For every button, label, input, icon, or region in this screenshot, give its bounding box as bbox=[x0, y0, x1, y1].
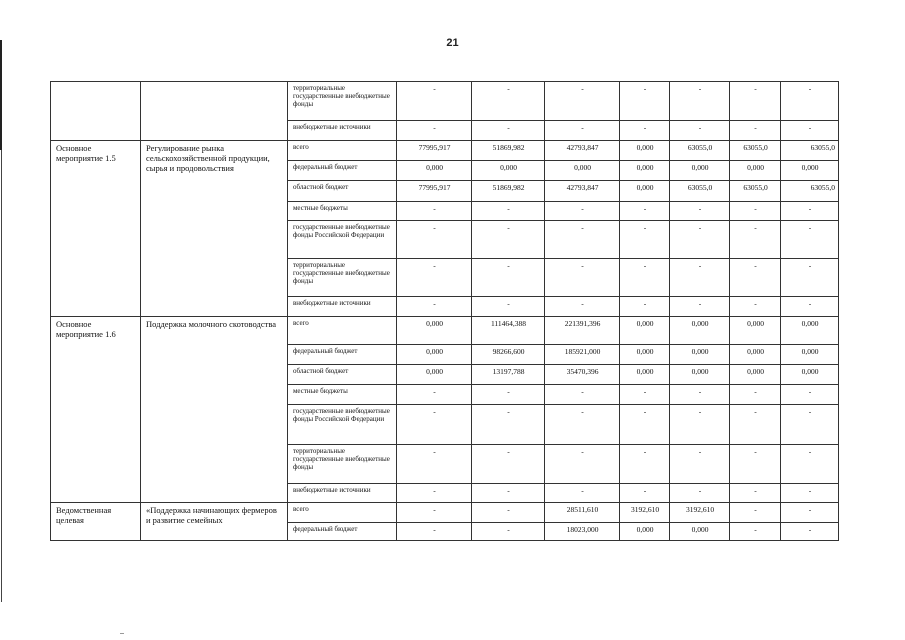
value-cell: - bbox=[781, 297, 839, 317]
value-cell: - bbox=[670, 385, 730, 405]
value-cell: - bbox=[397, 523, 472, 541]
value-cell: 0,000 bbox=[620, 345, 670, 365]
value-cell: - bbox=[730, 121, 781, 141]
value-cell: - bbox=[781, 221, 839, 259]
value-cell: - bbox=[397, 82, 472, 121]
value-cell: - bbox=[781, 202, 839, 221]
value-cell: - bbox=[397, 445, 472, 484]
value-cell: - bbox=[670, 202, 730, 221]
value-cell: - bbox=[545, 484, 620, 503]
value-cell: 0,000 bbox=[397, 345, 472, 365]
funding-source-cell: всего bbox=[288, 141, 397, 161]
measure-cell: Основное мероприятие 1.6 bbox=[51, 317, 141, 503]
value-cell: 3192,610 bbox=[620, 503, 670, 523]
left-margin-binding-mark bbox=[0, 40, 2, 150]
value-cell: 0,000 bbox=[730, 317, 781, 345]
value-cell: - bbox=[730, 221, 781, 259]
funding-source-cell: внебюджетные источники bbox=[288, 121, 397, 141]
value-cell: 0,000 bbox=[545, 161, 620, 181]
scan-artifact bbox=[120, 633, 124, 634]
funding-source-cell: территориальные государственные внебюджетные фонды bbox=[288, 445, 397, 484]
value-cell: - bbox=[781, 503, 839, 523]
value-cell: 51869,982 bbox=[472, 181, 545, 202]
value-cell: - bbox=[472, 202, 545, 221]
value-cell: - bbox=[670, 121, 730, 141]
funding-source-cell: государственные внебюджетные фонды Российской Федерации bbox=[288, 405, 397, 445]
funding-source-cell: областной бюджет bbox=[288, 365, 397, 385]
value-cell: 0,000 bbox=[620, 181, 670, 202]
funding-source-cell: внебюджетные источники bbox=[288, 297, 397, 317]
value-cell: 98266,600 bbox=[472, 345, 545, 365]
value-cell: 63055,0 bbox=[670, 181, 730, 202]
value-cell: - bbox=[670, 82, 730, 121]
value-cell: - bbox=[781, 259, 839, 297]
value-cell: - bbox=[472, 82, 545, 121]
value-cell: - bbox=[620, 121, 670, 141]
value-cell: - bbox=[730, 445, 781, 484]
value-cell: 0,000 bbox=[397, 317, 472, 345]
value-cell: 63055,0 bbox=[781, 181, 839, 202]
description-cell bbox=[141, 82, 288, 141]
value-cell: - bbox=[397, 221, 472, 259]
measure-cell: Ведомственная целевая bbox=[51, 503, 141, 541]
value-cell: - bbox=[730, 405, 781, 445]
funding-source-cell: государственные внебюджетные фонды Российской Федерации bbox=[288, 221, 397, 259]
value-cell: - bbox=[730, 385, 781, 405]
value-cell: - bbox=[397, 297, 472, 317]
value-cell: 0,000 bbox=[730, 365, 781, 385]
value-cell: 0,000 bbox=[781, 317, 839, 345]
funding-table bbox=[50, 81, 839, 541]
value-cell: 0,000 bbox=[620, 317, 670, 345]
value-cell: - bbox=[620, 259, 670, 297]
value-cell: 0,000 bbox=[781, 345, 839, 365]
value-cell: - bbox=[781, 385, 839, 405]
value-cell: 0,000 bbox=[620, 523, 670, 541]
value-cell: - bbox=[670, 445, 730, 484]
value-cell: 35470,396 bbox=[545, 365, 620, 385]
value-cell: - bbox=[781, 484, 839, 503]
value-cell: 0,000 bbox=[620, 161, 670, 181]
value-cell: 0,000 bbox=[781, 161, 839, 181]
description-cell: «Поддержка начинающих фермеров и развитие семейных bbox=[141, 503, 288, 541]
table-row bbox=[51, 317, 839, 345]
value-cell: - bbox=[545, 202, 620, 221]
value-cell: - bbox=[730, 202, 781, 221]
value-cell: 0,000 bbox=[397, 161, 472, 181]
value-cell: 42793,847 bbox=[545, 181, 620, 202]
description-cell: Поддержка молочного скотоводства bbox=[141, 317, 288, 503]
funding-source-cell: местные бюджеты bbox=[288, 202, 397, 221]
value-cell: 0,000 bbox=[670, 161, 730, 181]
value-cell: 0,000 bbox=[397, 365, 472, 385]
value-cell: - bbox=[545, 445, 620, 484]
value-cell: - bbox=[730, 259, 781, 297]
value-cell: 111464,388 bbox=[472, 317, 545, 345]
value-cell: 3192,610 bbox=[670, 503, 730, 523]
value-cell: - bbox=[472, 259, 545, 297]
value-cell: - bbox=[620, 221, 670, 259]
funding-source-cell: территориальные государственные внебюджетные фонды bbox=[288, 259, 397, 297]
description-cell: Регулирование рынка сельскохозяйственной продукции, сырья и продовольствия bbox=[141, 141, 288, 317]
value-cell: - bbox=[545, 259, 620, 297]
value-cell: - bbox=[620, 445, 670, 484]
value-cell: - bbox=[397, 405, 472, 445]
value-cell: - bbox=[545, 82, 620, 121]
value-cell: - bbox=[730, 82, 781, 121]
value-cell: - bbox=[472, 445, 545, 484]
value-cell: - bbox=[397, 385, 472, 405]
value-cell: - bbox=[781, 445, 839, 484]
value-cell: 0,000 bbox=[670, 317, 730, 345]
value-cell: - bbox=[781, 82, 839, 121]
value-cell: - bbox=[781, 405, 839, 445]
value-cell: - bbox=[730, 297, 781, 317]
value-cell: - bbox=[620, 202, 670, 221]
value-cell: - bbox=[730, 484, 781, 503]
funding-source-cell: местные бюджеты bbox=[288, 385, 397, 405]
value-cell: - bbox=[545, 297, 620, 317]
value-cell: - bbox=[620, 484, 670, 503]
value-cell: - bbox=[472, 385, 545, 405]
value-cell: 0,000 bbox=[670, 345, 730, 365]
value-cell: - bbox=[545, 121, 620, 141]
value-cell: - bbox=[472, 405, 545, 445]
value-cell: - bbox=[670, 259, 730, 297]
value-cell: - bbox=[545, 385, 620, 405]
value-cell: 63055,0 bbox=[670, 141, 730, 161]
value-cell: 42793,847 bbox=[545, 141, 620, 161]
value-cell: - bbox=[397, 259, 472, 297]
funding-source-cell: областной бюджет bbox=[288, 181, 397, 202]
value-cell: - bbox=[620, 82, 670, 121]
value-cell: 185921,000 bbox=[545, 345, 620, 365]
value-cell: - bbox=[545, 405, 620, 445]
value-cell: - bbox=[472, 297, 545, 317]
table-row bbox=[51, 82, 839, 121]
value-cell: - bbox=[472, 484, 545, 503]
funding-source-cell: территориальные государственные внебюджетные фонды bbox=[288, 82, 397, 121]
value-cell: - bbox=[397, 484, 472, 503]
table-row bbox=[51, 141, 839, 161]
value-cell: - bbox=[670, 405, 730, 445]
value-cell: - bbox=[397, 503, 472, 523]
funding-source-cell: всего bbox=[288, 317, 397, 345]
value-cell: - bbox=[397, 121, 472, 141]
value-cell: 77995,917 bbox=[397, 181, 472, 202]
value-cell: - bbox=[670, 297, 730, 317]
value-cell: - bbox=[472, 121, 545, 141]
value-cell: - bbox=[472, 221, 545, 259]
table-row bbox=[51, 503, 839, 523]
value-cell: 63055,0 bbox=[730, 181, 781, 202]
funding-source-cell: внебюджетные источники bbox=[288, 484, 397, 503]
measure-cell bbox=[51, 82, 141, 141]
value-cell: 13197,788 bbox=[472, 365, 545, 385]
value-cell: 28511,610 bbox=[545, 503, 620, 523]
value-cell: 0,000 bbox=[472, 161, 545, 181]
value-cell: - bbox=[670, 221, 730, 259]
measure-cell: Основное мероприятие 1.5 bbox=[51, 141, 141, 317]
value-cell: - bbox=[472, 523, 545, 541]
value-cell: - bbox=[730, 523, 781, 541]
value-cell: - bbox=[620, 297, 670, 317]
value-cell: - bbox=[545, 221, 620, 259]
funding-source-cell: всего bbox=[288, 503, 397, 523]
funding-source-cell: федеральный бюджет bbox=[288, 523, 397, 541]
value-cell: 63055,0 bbox=[730, 141, 781, 161]
value-cell: 18023,000 bbox=[545, 523, 620, 541]
value-cell: - bbox=[730, 503, 781, 523]
value-cell: - bbox=[397, 202, 472, 221]
value-cell: 0,000 bbox=[620, 365, 670, 385]
value-cell: - bbox=[620, 385, 670, 405]
value-cell: 63055,0 bbox=[781, 141, 839, 161]
value-cell: 0,000 bbox=[670, 365, 730, 385]
value-cell: 51869,982 bbox=[472, 141, 545, 161]
value-cell: - bbox=[781, 121, 839, 141]
funding-source-cell: федеральный бюджет bbox=[288, 345, 397, 365]
value-cell: 0,000 bbox=[620, 141, 670, 161]
value-cell: 0,000 bbox=[670, 523, 730, 541]
value-cell: 0,000 bbox=[781, 365, 839, 385]
value-cell: - bbox=[670, 484, 730, 503]
value-cell: 0,000 bbox=[730, 345, 781, 365]
value-cell: - bbox=[472, 503, 545, 523]
funding-source-cell: федеральный бюджет bbox=[288, 161, 397, 181]
value-cell: 77995,917 bbox=[397, 141, 472, 161]
value-cell: - bbox=[781, 523, 839, 541]
page-number: 21 bbox=[446, 37, 459, 49]
value-cell: - bbox=[620, 405, 670, 445]
value-cell: 0,000 bbox=[730, 161, 781, 181]
value-cell: 221391,396 bbox=[545, 317, 620, 345]
